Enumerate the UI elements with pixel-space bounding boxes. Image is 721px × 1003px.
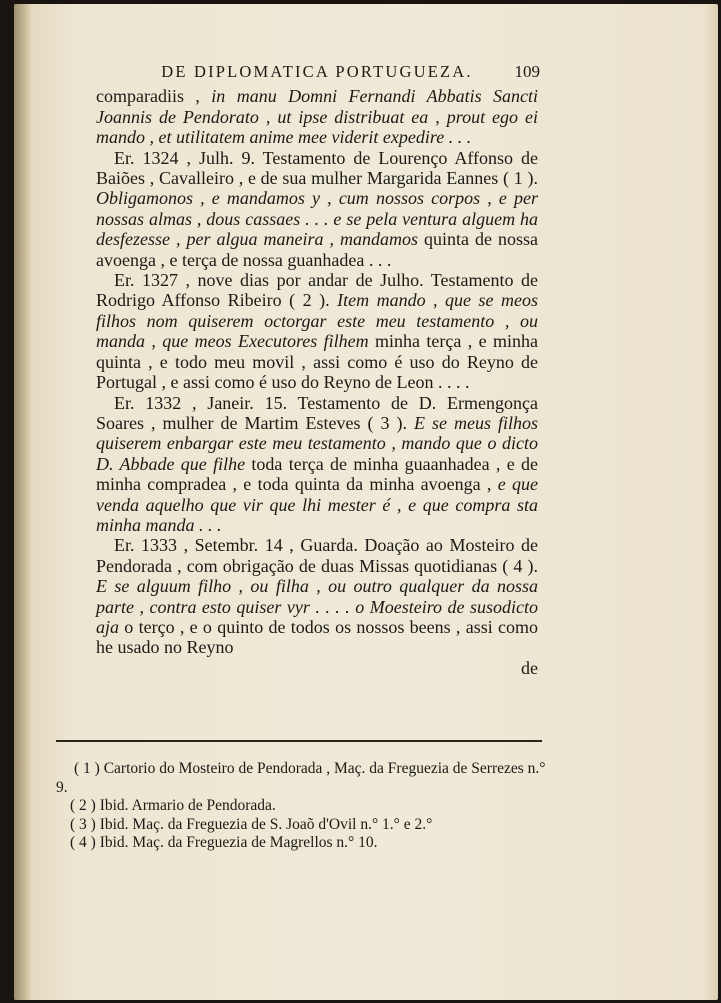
italic-quotation: Obligamonos , e mandamos y , cum nossos corpos , e per nossas almas , dous cassaes . . . e se pela ventura alguem ha desfezesse , per algua maneira , mandamos xyxy=(96,188,538,250)
page-binding-shadow xyxy=(14,4,32,1000)
footnote-3: ( 3 ) Ibid. Maç. da Freguezia de S. Joaõ d'Ovil n.° 1.° e 2.° xyxy=(70,815,433,833)
italic-quotation: e que venda aquelho que vir que lhi mester é , e que compra sta minha manda . . . xyxy=(96,474,538,535)
page-number: 109 xyxy=(514,62,540,81)
roman-text: Er. 1327 , nove dias por andar de Julho. Testamento de Rodrigo Affonso Ribeiro ( 2 ). xyxy=(96,270,538,311)
italic-quotation: Item mando , que se meos filhos nom quiserem octorgar este meu testamento , ou manda , que meos Executores filhem xyxy=(96,290,538,352)
italic-quotation: E se alguum filho , ou filha , ou outro qualquer da nossa parte , contra esto quiser vyr . . . . o Moesteiro de susodicto aja xyxy=(96,576,538,637)
footnote-rule xyxy=(56,740,542,742)
footnote-1: ( 1 ) Cartorio do Mosteiro de Pendorada , Maç. da Freguezia de Serrezes n.° 9. xyxy=(56,760,546,796)
paragraph-entry-1324 xyxy=(96,148,538,270)
running-header-title: DE DIPLOMATICA PORTUGUEZA. xyxy=(161,62,473,81)
italic-quotation: in manu Domni Fernandi Abbatis Sancti Joannis de Pendorato , ut ipse distribuat ea , prout ego ei mando , et utilitatem anime mee viderit expedire . . . xyxy=(96,86,538,148)
roman-text: Er. 1332 , Janeir. 15. Testamento de D. Ermengonça Soares , mulher de Martim Esteves ( 3 ). xyxy=(96,392,538,433)
roman-text: minha terça , e minha quinta , e todo meu movil , assi como é uso do Reyno de Portugal , e assi como é uso do Reyno de Leon . . . . xyxy=(96,331,538,393)
roman-text: Er. 1324 , Julh. 9. Testamento de Lourenço Affonso de Baiões , Cavalleiro , e de sua mulher Margarida Eannes ( 1 ). xyxy=(96,147,538,189)
page-text-block xyxy=(96,62,538,678)
footnote-4: ( 4 ) Ibid. Maç. da Freguezia de Magrellos n.° 10. xyxy=(70,834,378,851)
roman-text: Er. 1333 , Setembr. 14 , Guarda. Doação ao Mosteiro de Pendorada , com obrigação de duas Missas quotidianas ( 4 ). xyxy=(96,535,538,576)
footnote-2: ( 2 ) Ibid. Armario de Pendorada. xyxy=(70,797,276,814)
running-header xyxy=(96,62,538,82)
footnotes xyxy=(56,760,546,853)
paragraph-entry-1332 xyxy=(96,393,538,536)
roman-text: toda terça de minha guaanhadea , e de minha compradea , e toda quinta da minha avoenga , xyxy=(96,453,539,495)
italic-quotation: E se meus filhos quiserem enbargar este meu testamento , mando que o dicto D. Abbade que filhe xyxy=(96,412,538,474)
roman-text: comparadiis , xyxy=(96,86,212,107)
paragraph-continuation xyxy=(96,86,538,147)
roman-text: o terço , e o quinto de todos os nossos beens , assi como he usado no Reyno xyxy=(96,616,538,658)
paragraph-entry-1333 xyxy=(96,535,538,657)
catchword: de xyxy=(521,657,538,678)
paragraph-entry-1327 xyxy=(96,270,538,392)
roman-text: quinta de nossa avoenga , e terça de nossa guanhadea . . . xyxy=(96,229,538,270)
